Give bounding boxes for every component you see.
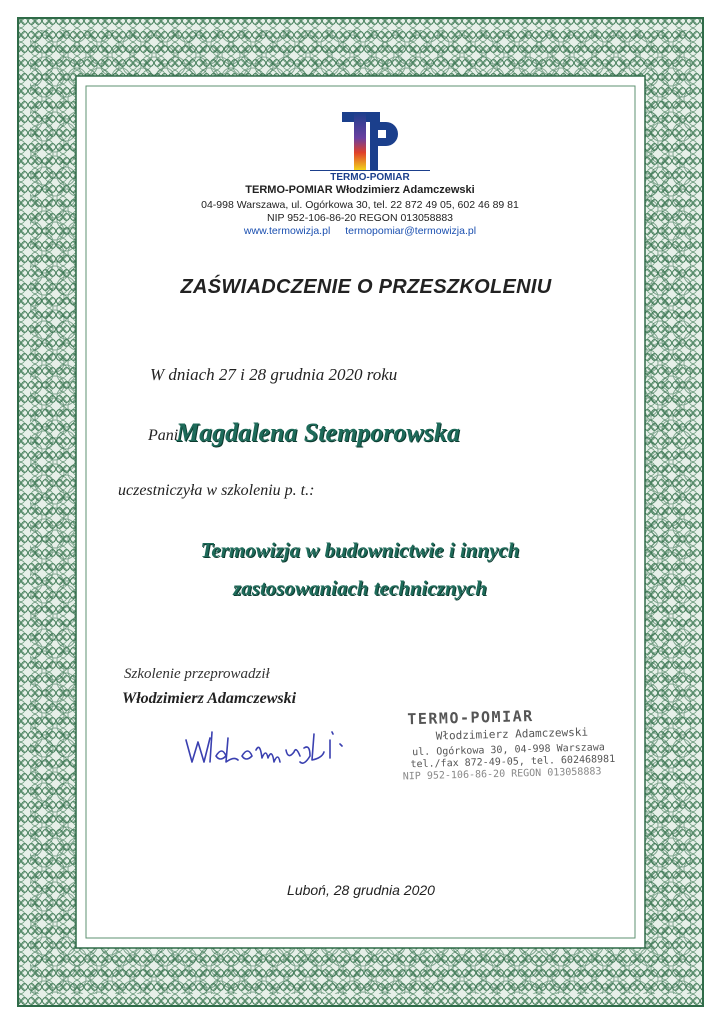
- place-and-date: Luboń, 28 grudnia 2020: [287, 882, 435, 898]
- company-ids: NIP 952-106-86-20 REGON 013058883: [266, 212, 453, 224]
- stamp-line1: TERMO-POMIAR: [407, 707, 534, 729]
- website-link[interactable]: www.termowizja.pl: [243, 225, 331, 237]
- participant-name: Magdalena Stemporowska: [176, 418, 460, 447]
- email-link[interactable]: termopomiar@termowizja.pl: [345, 225, 477, 237]
- company-address: 04-998 Warszawa, ul. Ogórkowa 30, tel. 22 872 49 05, 602 46 89 81: [201, 199, 519, 211]
- training-dates: W dniach 27 i 28 grudnia 2020 roku: [150, 365, 398, 384]
- conducted-by-label: Szkolenie przeprowadził: [124, 666, 270, 682]
- logo-caption: TERMO-POMIAR: [310, 170, 430, 183]
- salutation: Pani: [148, 427, 179, 444]
- course-title-line2: zastosowaniach technicznych: [233, 576, 487, 600]
- stamp-line2: Włodzimierz Adamczewski: [435, 725, 589, 743]
- company-name: TERMO-POMIAR Włodzimierz Adamczewski: [245, 184, 475, 196]
- stamp-line3: ul. Ogórkowa 30, 04-998 Warszawa: [412, 742, 605, 759]
- course-title-line1: Termowizja w budownictwie i innych: [200, 538, 520, 562]
- contact-links: [140, 225, 580, 237]
- participation-line: uczestniczyła w szkoleniu p. t.:: [118, 482, 315, 499]
- stamp-line5: NIP 952-106-86-20 REGON 013058883: [402, 766, 602, 783]
- trainer-name: Włodzimierz Adamczewski: [122, 690, 297, 707]
- termo-pomiar-logo: [336, 108, 406, 172]
- company-stamp: [395, 705, 616, 783]
- handwritten-signature: [180, 710, 370, 780]
- certificate-title: ZAŚWIADCZENIE O PRZESZKOLENIU: [180, 276, 552, 298]
- stamp-line4: tel./fax 872-49-05, tel. 602468981: [410, 753, 616, 771]
